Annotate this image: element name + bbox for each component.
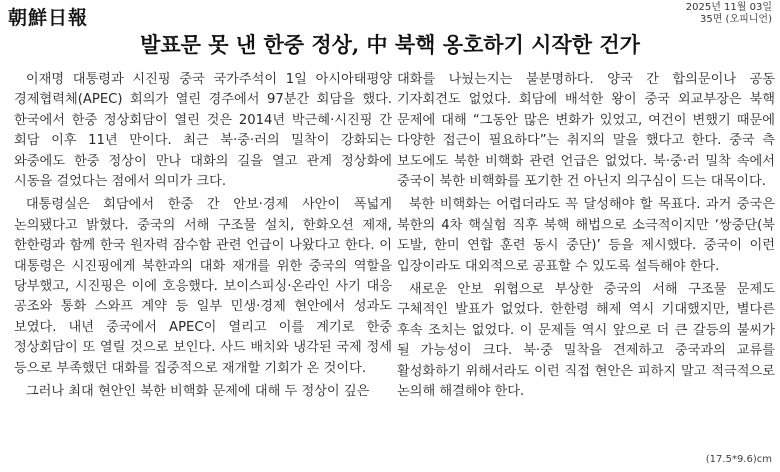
article-column-right [397, 70, 775, 403]
issue-date: 2025년 11월 03일 [685, 2, 772, 13]
article-paragraph: 새로운 안보 위협으로 부상한 중국의 서해 구조물 문제도 구체적인 발표가 없었다. 한한령 해제 역시 기대했지만, 별다른 후속 조치는 없었다. 이 문제들 역시 앞으로 더 큰 갈등의 불씨가 될 가능성이 크다. 북·중 밀착을 견제하고 중국과의 교류를 활성화하기 위해서라도 이런 직접 현안은 피하지 말고 적극적으로 논의해 해결해야 한다. [397, 282, 775, 400]
clipping-size-note: (17.5*9.6)cm [705, 454, 772, 465]
page-section: 35면 (오피니언) [699, 14, 772, 25]
issue-meta [686, 2, 772, 26]
article-paragraph: 대화를 나눴는지는 불분명하다. 양국 간 합의문이나 공동 기자회견도 없었다. 회담에 배석한 왕이 중국 외교부장은 북핵 문제에 대해 “그동안 많은 변화가 있었고, 여건이 변했기 때문에 다양한 접근이 필요하다”는 취지의 말을 했다고 한다. 중국 측 보도에도 북한 비핵화 관련 언급은 없었다. 북·중·러 밀착 속에서 중국이 북한 비핵화를 포기한 건 아닌지 의구심이 드는 대목이다. [397, 72, 775, 190]
newspaper-masthead: 朝鮮日報 [8, 7, 89, 29]
article-paragraph: 대통령실은 회담에서 한중 간 안보·경제 사안이 폭넓게 논의됐다고 밝혔다. 중국의 서해 구조물 설치, 한화오션 제재, 한한령과 함께 한국 원자력 잠수함 관련 언급이 나왔다고 한다. 이 대통령은 시진핑에게 북한과의 대화 재개를 위한 중국의 역할을 당부했고, 시진핑은 이에 호응했다. 보이스피싱·온라인 사기 대응 공조와 통화 스와프 계약 등 일부 민생·경제 현안에서 성과도 보였다. 내년 중국에서 APEC이 열리고 이를 계기로 한중 정상회담이 또 열릴 것으로 보인다. 사드 배치와 냉각된 국제 정세 등으로 부족했던 대화를 집중적으로 재개할 기회가 온 것이다. [14, 197, 392, 376]
article-column-left [14, 70, 392, 403]
article-paragraph: 그러나 최대 현안인 북한 비핵화 문제에 대해 두 정상이 깊은 [25, 384, 370, 400]
article-paragraph: 이재명 대통령과 시진핑 중국 국가주석이 1일 아시아태평양 경제협력체(APEC) 회의가 열린 경주에서 97분간 회담을 했다. 한국에서 한중 정상회담이 열린 것은 2014년 박근혜·시진핑 간 회담 이후 11년 만이다. 최근 북·중·러의 밀착이 강화되는 와중에도 한중 정상이 만나 대화의 길을 열고 관계 정상화에 시동을 걸었다는 점에서 의미가 크다. [14, 72, 392, 190]
article-headline: 발표문 못 낸 한중 정상, 中 북핵 옹호하기 시작한 건가 [140, 32, 640, 57]
article-paragraph: 북한 비핵화는 어렵더라도 꼭 달성해야 할 목표다. 과거 중국은 북한의 4차 핵실험 직후 북핵 해법으로 소극적이지만 ‘쌍중단(북 도발, 한미 연합 훈련 동시 중단)’ 등을 제시했다. 중국이 이런 입장이라도 대외적으로 공표할 수 있도록 설득해야 한다. [397, 197, 775, 274]
